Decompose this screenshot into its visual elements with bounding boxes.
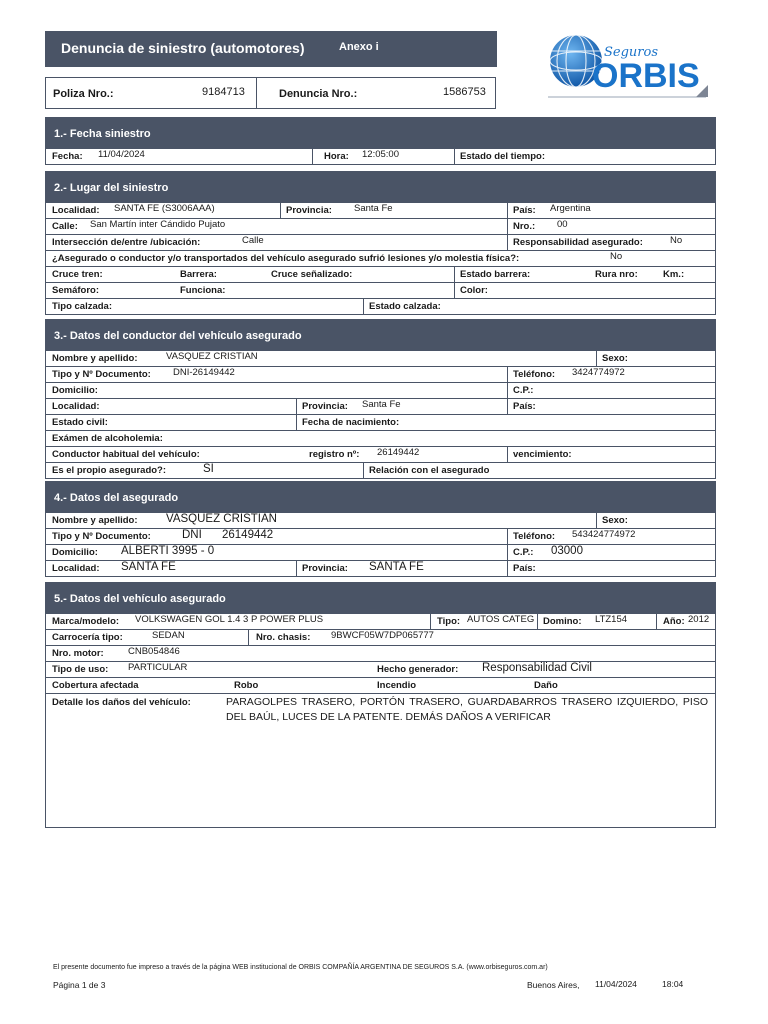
alcoholemia-label: Exámen de alcoholemia:	[52, 433, 163, 444]
interseccion-value: Calle	[242, 235, 264, 246]
logo-brand-text: ORBIS	[592, 57, 700, 95]
row-fecha	[46, 148, 715, 164]
section-datos-asegurado	[45, 481, 716, 577]
nombre-label: Nombre y apellido:	[52, 353, 138, 364]
row-propio-asegurado	[46, 462, 715, 478]
tipo-value: AUTOS CATEG	[467, 614, 535, 625]
marca-label: Marca/modelo:	[52, 616, 120, 627]
dano-label: Daño	[534, 680, 558, 691]
semaforo-label: Semáforo:	[52, 285, 99, 296]
provincia-label: Provincia:	[286, 205, 332, 216]
estado-calzada-label: Estado calzada:	[369, 301, 441, 312]
km-label: Km.:	[663, 269, 685, 280]
cp-label: C.P.:	[513, 547, 534, 558]
nro-value: 00	[557, 219, 568, 230]
conductor-habitual-label: Conductor habitual del vehículo:	[52, 449, 200, 460]
hora-label: Hora:	[324, 151, 349, 162]
documento-label: Tipo y Nº Documento:	[52, 369, 151, 380]
row-domicilio	[46, 382, 715, 398]
row-cobertura	[46, 677, 715, 693]
row-nombre	[46, 350, 715, 366]
cp-value: 03000	[551, 545, 583, 557]
section-title: 4.- Datos del asegurado	[46, 482, 715, 512]
pais-label: País:	[513, 401, 536, 412]
row-uso	[46, 661, 715, 677]
documento-value: DNI-26149442	[173, 367, 235, 378]
documento-tipo-value: DNI	[182, 529, 202, 541]
lesiones-value: No	[610, 251, 623, 262]
localidad-value: SANTA FE (S3006AAA)	[114, 203, 215, 214]
row-interseccion	[46, 234, 715, 250]
document-title-bar	[45, 31, 497, 67]
provincia-label: Provincia:	[302, 563, 348, 574]
section-fecha-siniestro	[45, 117, 716, 165]
tipo-label: Tipo:	[437, 616, 461, 627]
domicilio-label: Domicilio:	[52, 547, 98, 558]
pais-value: Argentina	[550, 203, 591, 214]
nombre-value: VASQUEZ CRISTIAN	[166, 513, 277, 525]
anio-label: Año:	[663, 616, 685, 627]
section-title: 3.- Datos del conductor del vehículo asegurado	[46, 320, 715, 350]
funciona-label: Funciona:	[180, 285, 226, 296]
row-marca	[46, 613, 715, 629]
provincia-value: Santa Fe	[362, 399, 401, 410]
lesiones-label: ¿Asegurado o conductor y/o transportados del vehículo asegurado sufrió lesiones y/o molestia física?:	[52, 253, 520, 264]
sexo-label: Sexo:	[602, 515, 628, 526]
barrera-label: Barrera:	[180, 269, 217, 280]
nro-label: Nro.:	[513, 221, 536, 232]
cruce-senalizado-label: Cruce señalizado:	[271, 269, 353, 280]
hecho-generador-value: Responsabilidad Civil	[482, 662, 592, 674]
rura-label: Rura nro:	[595, 269, 638, 280]
cobertura-label: Cobertura afectada	[52, 680, 139, 691]
row-localidad	[46, 398, 715, 414]
footer-time: 18:04	[662, 979, 684, 989]
poliza-value: 9184713	[202, 86, 245, 98]
cp-label: C.P.:	[513, 385, 534, 396]
localidad-label: Localidad:	[52, 401, 100, 412]
section-lugar-siniestro	[45, 171, 716, 315]
chasis-label: Nro. chasis:	[256, 632, 311, 643]
row-documento	[46, 366, 715, 382]
robo-label: Robo	[234, 680, 259, 691]
responsabilidad-value: No	[670, 235, 683, 246]
dominio-value: LTZ154	[595, 614, 628, 625]
row-semaforo	[46, 282, 715, 298]
row-localidad	[46, 560, 715, 576]
page-number: Página 1 de 3	[53, 980, 106, 990]
hora-value: 12:05:00	[362, 149, 399, 160]
motor-value: CNB054846	[128, 646, 180, 657]
calle-value: San Martín inter Cándido Pujato	[90, 219, 226, 230]
vencimiento-label: vencimiento:	[513, 449, 572, 460]
registro-value: 26149442	[377, 447, 420, 458]
responsabilidad-label: Responsabilidad asegurado:	[513, 237, 643, 248]
tipo-uso-value: PARTICULAR	[128, 662, 188, 673]
section-datos-conductor	[45, 319, 716, 479]
estado-civil-label: Estado civil:	[52, 417, 108, 428]
row-lesiones	[46, 250, 715, 266]
row-motor	[46, 645, 715, 661]
domicilio-value: ALBERTI 3995 - 0	[121, 545, 215, 557]
row-conductor-habitual	[46, 446, 715, 462]
row-nombre	[46, 512, 715, 528]
detalle-danos-value: PARAGOLPES TRASERO, PORTÓN TRASERO, GUARDABARROS TRASERO IZQUIERDO, PISO DEL BAÚL, LUCES DE LA PATENTE. DEMÁS DAÑOS A VERIFICAR	[226, 696, 708, 723]
documento-value: 26149442	[222, 529, 274, 541]
estado-barrera-label: Estado barrera:	[460, 269, 531, 280]
chasis-value: 9BWCF05W7DP065777	[331, 630, 434, 641]
pais-label: País:	[513, 563, 536, 574]
tipo-uso-label: Tipo de uso:	[52, 664, 109, 675]
localidad-label: Localidad:	[52, 563, 100, 574]
motor-label: Nro. motor:	[52, 648, 104, 659]
propio-asegurado-label: Es el propio asegurado?:	[52, 465, 167, 476]
telefono-value: 543424774972	[572, 529, 636, 540]
fecha-label: Fecha:	[52, 151, 83, 162]
row-carroceria	[46, 629, 715, 645]
provincia-label: Provincia:	[302, 401, 348, 412]
document-title: Denuncia de siniestro (automotores)	[61, 40, 305, 56]
telefono-label: Teléfono:	[513, 369, 556, 380]
row-documento	[46, 528, 715, 544]
provincia-value: Santa Fe	[354, 203, 393, 214]
row-calzada	[46, 298, 715, 314]
section-title: 1.- Fecha siniestro	[46, 118, 715, 148]
telefono-value: 3424774972	[572, 367, 625, 378]
cruce-tren-label: Cruce tren:	[52, 269, 103, 280]
hecho-generador-label: Hecho generador:	[377, 664, 459, 675]
poliza-label: Poliza Nro.:	[53, 88, 114, 100]
localidad-label: Localidad:	[52, 205, 100, 216]
denuncia-value: 1586753	[443, 86, 486, 98]
marca-value: VOLKSWAGEN GOL 1.4 3 P POWER PLUS	[135, 614, 324, 625]
color-label: Color:	[460, 285, 488, 296]
row-alcoholemia	[46, 430, 715, 446]
provincia-value: SANTA FE	[369, 561, 424, 573]
domicilio-label: Domicilio:	[52, 385, 98, 396]
fecha-nacimiento-label: Fecha de nacimiento:	[302, 417, 400, 428]
relacion-asegurado-label: Relación con el asegurado	[369, 465, 490, 476]
section-title: 5.- Datos del vehículo asegurado	[46, 583, 715, 613]
calle-label: Calle:	[52, 221, 78, 232]
denuncia-label: Denuncia Nro.:	[279, 88, 358, 100]
dominio-label: Domino:	[543, 616, 582, 627]
pais-label: País:	[513, 205, 536, 216]
interseccion-label: Intersección de/entre /ubicación:	[52, 237, 201, 248]
anio-value: 2012	[688, 614, 710, 625]
row-estado-civil	[46, 414, 715, 430]
tipo-calzada-label: Tipo calzada:	[52, 301, 113, 312]
incendio-label: Incendio	[377, 680, 417, 691]
detalle-danos	[46, 693, 715, 827]
carroceria-value: SEDAN	[152, 630, 185, 641]
section-datos-vehiculo	[45, 582, 716, 828]
row-domicilio	[46, 544, 715, 560]
footer-place: Buenos Aires,	[527, 980, 580, 990]
localidad-value: SANTA FE	[121, 561, 176, 573]
registro-label: registro nº:	[309, 449, 360, 460]
footer-date: 11/04/2024	[595, 979, 637, 989]
row-localidad	[46, 202, 715, 218]
sexo-label: Sexo:	[602, 353, 628, 364]
policy-box	[45, 77, 496, 109]
carroceria-label: Carrocería tipo:	[52, 632, 123, 643]
logo-small-text: Seguros	[604, 45, 659, 60]
annex-label: Anexo i	[339, 41, 379, 53]
footer-note: El presente documento fue impreso a través de la página WEB institucional de ORBIS COMPAÑÍA ARGENTINA DE SEGUROS S.A. (www.orbiseguros.com.ar)	[53, 964, 548, 971]
nombre-value: VASQUEZ CRISTIAN	[166, 351, 258, 362]
propio-asegurado-value: SI	[203, 463, 214, 475]
estado-tiempo-label: Estado del tiempo:	[460, 151, 545, 162]
row-cruce-tren	[46, 266, 715, 282]
nombre-label: Nombre y apellido:	[52, 515, 138, 526]
fecha-value: 11/04/2024	[98, 149, 145, 160]
section-title: 2.- Lugar del siniestro	[46, 172, 715, 202]
orbis-logo	[540, 33, 712, 99]
detalle-danos-label: Detalle los daños del vehículo:	[52, 697, 191, 708]
telefono-label: Teléfono:	[513, 531, 556, 542]
documento-label: Tipo y Nº Documento:	[52, 531, 151, 542]
row-calle	[46, 218, 715, 234]
